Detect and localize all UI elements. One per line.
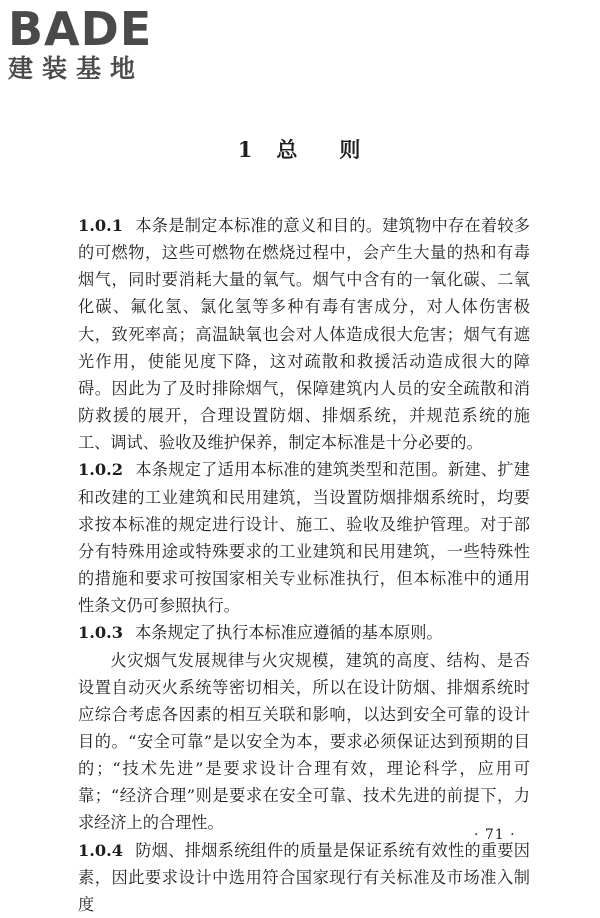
logo-mark: BADE (8, 2, 153, 56)
logo-subtitle: 建装基地 (8, 54, 145, 83)
clause-number: 1.0.1 (78, 216, 124, 235)
clause-1-0-1 (78, 212, 530, 456)
chapter-number: 1 (237, 137, 255, 162)
chapter-title-char-2: 则 (339, 137, 363, 162)
body-text (78, 212, 530, 918)
chapter-title-char-1: 总 (276, 137, 300, 162)
clause-text: 本条规定了执行本标准应遵循的基本原则。 (135, 623, 443, 643)
clause-text: 本条规定了适用本标准的建筑类型和范围。新建、扩建和改建的工业建筑和民用建筑，当设置防烟排烟系统时，均要求按本标准的规定进行设计、施工、验收及维护管理。对于部分有特殊用途或特殊要求的工业建筑和民用建筑，一些特殊性的措施和要求可按国家相关专业标准执行，但本标准中的通用性条文仍可参照执行。 (78, 460, 530, 616)
clause-1-0-2 (78, 456, 530, 619)
clause-1-0-4 (78, 837, 530, 918)
chapter-title (0, 134, 600, 164)
page-number: · 71 · (474, 827, 516, 843)
clause-1-0-3-paragraph: 火灾烟气发展规律与火灾规模，建筑的高度、结构、是否设置自动灭火系统等密切相关，所以在设计防烟、排烟系统时应综合考虑各因素的相互关联和影响，以达到安全可靠的设计目的。“安全可靠”是以安全为本，要求必须保证达到预期的目的；“技术先进”是要求设计合理有效，理论科学，应用可靠；“经济合理”则是要求在安全可靠、技术先进的前提下，力求经济上的合理性。 (78, 650, 530, 833)
clause-text: 防烟、排烟系统组件的质量是保证系统有效性的重要因素，因此要求设计中选用符合国家现行有关标准及市场准入制度 (78, 840, 530, 914)
clause-1-0-3 (78, 619, 530, 646)
clause-text: 本条是制定本标准的意义和目的。建筑物中存在着较多的可燃物，这些可燃物在燃烧过程中，会产生大量的热和有毒烟气，同时要消耗大量的氧气。烟气中含有的一氧化碳、二氧化碳、氟化氢、氯化氢等多种有毒有害成分，对人体伤害极大，致死率高；高温缺氧也会对人体造成很大危害；烟气有遮光作用，使能见度下降，这对疏散和救援活动造成很大的障碍。因此为了及时排除烟气，保障建筑内人员的安全疏散和消防救援的展开，合理设置防烟、排烟系统，并规范系统的施工、调试、验收及维护保养，制定本标准是十分必要的。 (78, 216, 530, 453)
clause-number: 1.0.4 (78, 840, 124, 860)
publisher-logo (8, 2, 178, 84)
clause-number: 1.0.2 (78, 460, 124, 480)
clause-number: 1.0.3 (78, 623, 124, 643)
